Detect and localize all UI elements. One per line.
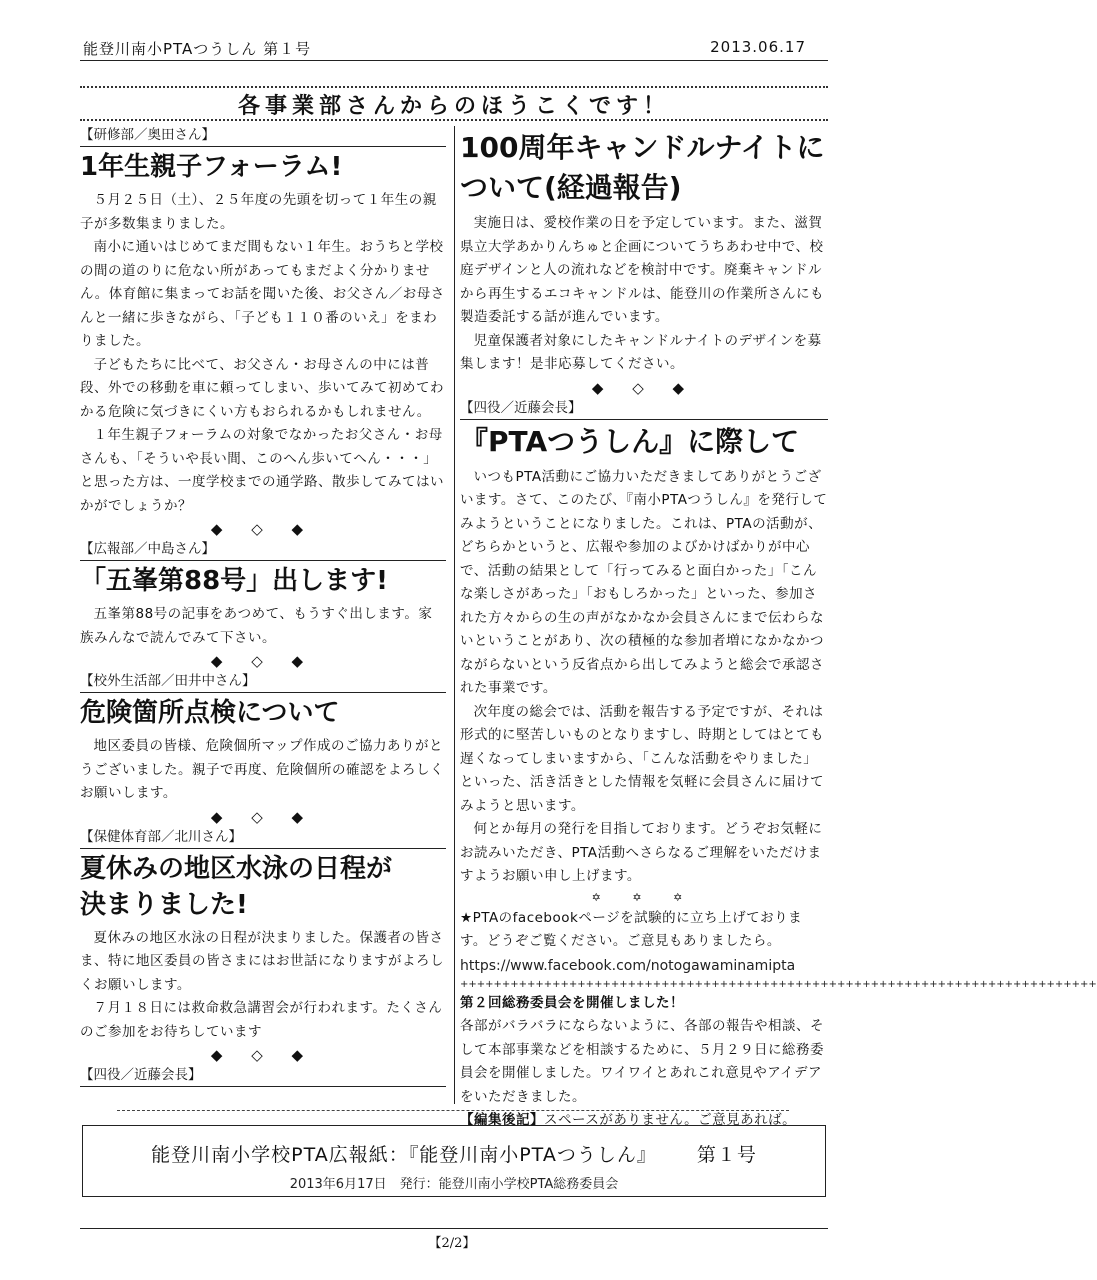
- section-rule: [460, 419, 828, 420]
- section-label: 【研修部／奥田さん】: [80, 127, 215, 143]
- article-paragraph: 何とか毎月の発行を目指しております。どうぞお気軽にお読みいただき、PTA活動へさらなるご理解をいただけますようお願い申し上げます。: [460, 821, 823, 884]
- article-paragraph: ５月２５日（土）、２５年度の先頭を切って１年生の親子が多数集まりました。: [80, 192, 437, 232]
- facebook-url[interactable]: https://www.facebook.com/notogawaminamipta: [460, 957, 796, 974]
- issue-date: 2013.06.17: [710, 38, 806, 56]
- page-number: 【2/2】: [428, 1236, 476, 1251]
- article-paragraph: 地区委員の皆様、危険個所マップ作成のご協力ありがとうございました。親子で再度、危険個所の確認をよろしくお願いします。: [80, 738, 444, 801]
- article-paragraph: 児童保護者対象にしたキャンドルナイトのデザインを募集します！是非応募してください。: [460, 332, 822, 372]
- article-paragraph: 五峯第88号の記事をあつめて、もうすぐ出します。家族みんなで読んでみて下さい。: [80, 606, 433, 646]
- postscript-label: 【編集後記】: [460, 1112, 544, 1128]
- banner-bottom-rule: [80, 119, 828, 121]
- diamond-divider: ◆ ◇ ◆: [210, 652, 316, 670]
- bottom-dashed-rule: [117, 1110, 789, 1111]
- bottom-rule: [80, 1228, 828, 1229]
- article-paragraph: いつもPTA活動にご協力いただきましてありがとうございます。さて、このたび、『南小PTAつうしん』を発行してみようということになりました。これは、PTAの活動が、どちらかというと、広報や参加のよびかけばかりが中心で、活動の結果として「行ってみると面白かった」「こんな楽しさがあった」「おもしろかった」といった、参加された方々からの生の声がなかなか会員さんにまで伝わらないということがあり、次の積極的な参加者増になかなかつながらないという反省点から出してみようと総会で承認された事業です。: [460, 468, 828, 696]
- article-headline: 夏休みの地区水泳の日程が: [80, 853, 393, 884]
- section-label: 【校外生活部／田井中さん】: [80, 673, 256, 689]
- left-column: [80, 126, 446, 1087]
- footer-publisher: 2013年6月17日 発行：能登川南小学校PTA総務委員会: [289, 1177, 619, 1192]
- diamond-divider: ◆ ◇ ◆: [210, 807, 316, 826]
- article-paragraph: 南小に通いはじめてまだ間もない１年生。おうちと学校の間の道のりに危ない所があってもまだよく分かりません。体育館に集まってお話を聞いた後、お父さん／お母さんと一緒に歩きながら、「子ども１１０番のいえ」をまわりました。: [80, 239, 445, 349]
- meeting-headline: 第２回総務委員会を開催しました！: [460, 994, 684, 1011]
- section-rule: [80, 848, 446, 849]
- star-divider: ✡ ✡ ✡: [591, 890, 697, 904]
- article-paragraph: 実施日は、愛校作業の日を予定しています。また、滋賀県立大学あかりんちゅと企画についてうちあわせ中で、校庭デザインと人の流れなどを検討中です。廃棄キャンドルから再生するエコキャンドルは、能登川の作業所さんにも製造委託する話が進んでいます。: [460, 215, 824, 325]
- section-label: 【保健体育部／北川さん】: [80, 828, 242, 845]
- article-paragraph: １年生親子フォーラムの対象でなかったお父さん・お母さんも、「そういや長い間、このへん歩いてへん・・・」と思った方は、一度学校までの通学路、散歩してみてはいかがでしょうか？: [80, 427, 444, 514]
- section-banner: 各事業部さんからのほうこくです！: [237, 94, 670, 119]
- newsletter-title: 能登川南小PTAつうしん 第１号: [83, 40, 312, 58]
- right-column: [460, 126, 1097, 1133]
- column-divider: [454, 126, 455, 1104]
- facebook-notice: ★PTAのfacebookページを試験的に立ち上げております。どうぞご覧ください。ご意見もありましたら。: [460, 909, 803, 949]
- diamond-divider: ◆ ◇ ◆: [210, 520, 316, 538]
- article-headline: 1年生親子フォーラム!: [80, 152, 343, 182]
- article-paragraph: 次年度の総会では、活動を報告する予定ですが、それは形式的に堅苦しいものとなりますし、時期としてはとても遅くなってしまいますから、「こんな活動をやりました」といった、活き活きとした情報を気軽に会員さんに届けてみようと思います。: [460, 703, 824, 814]
- section-rule: [80, 1086, 446, 1087]
- plus-separator: ++++++++++++++++++++++++++++++++++++++++++++++++++++++++++++++++++++++++++++: [460, 978, 1097, 990]
- diamond-divider: ◆ ◇ ◆: [210, 1046, 316, 1064]
- article-paragraph: 子どもたちに比べて、お父さん・お母さんの中には普段、外での移動を車に頼ってしまい、歩いてみて初めてわかる危険に気づきにくい方もおられるかもしれません。: [80, 356, 444, 420]
- article-paragraph: 夏休みの地区水泳の日程が決まりました。保護者の皆さま、特に地区委員の皆さまにはお世話になりますがよろしくお願いします。: [80, 929, 444, 993]
- section-label: 【四役／近藤会長】: [460, 399, 582, 416]
- article-paragraph: ７月１８日には救命救急講習会が行われます。たくさんのご参加をお待ちしています: [80, 1000, 443, 1040]
- article-headline: 「五峯第88号」出します!: [80, 566, 389, 596]
- section-label: 【四役／近藤会長】: [80, 1067, 202, 1083]
- banner-top-rule: [80, 86, 828, 88]
- section-rule: [80, 692, 446, 693]
- section-label: 【広報部／中島さん】: [80, 541, 215, 557]
- header-rule: [80, 60, 828, 61]
- section-rule: [80, 146, 446, 147]
- article-headline: 危険箇所点検について: [80, 698, 340, 728]
- footer-publication-name: 能登川南小学校PTA広報紙：『能登川南小PTAつうしん』: [151, 1144, 657, 1166]
- meeting-text: 各部がバラバラにならないように、各部の報告や相談、そして本部事業などを相談するために、５月２９日に総務委員会を開催しました。ワイワイとあれこれ意見やアイデアをいただきました。: [460, 1018, 824, 1105]
- diamond-divider: ◆ ◇ ◆: [591, 378, 697, 397]
- footer-issue-number: 第１号: [696, 1144, 757, 1166]
- article-headline: 100周年キャンドルナイトに: [460, 131, 825, 164]
- footer-box: [82, 1125, 826, 1197]
- footer-main-line: [83, 1140, 825, 1167]
- postscript-text: スペースがありません。ご意見あれば。: [544, 1112, 797, 1128]
- article-headline-line2: ついて(経過報告): [460, 171, 682, 204]
- article-headline: 『PTAつうしん』に際して: [460, 424, 800, 458]
- section-rule: [80, 560, 446, 561]
- article-headline-line2: 決まりました!: [80, 889, 248, 920]
